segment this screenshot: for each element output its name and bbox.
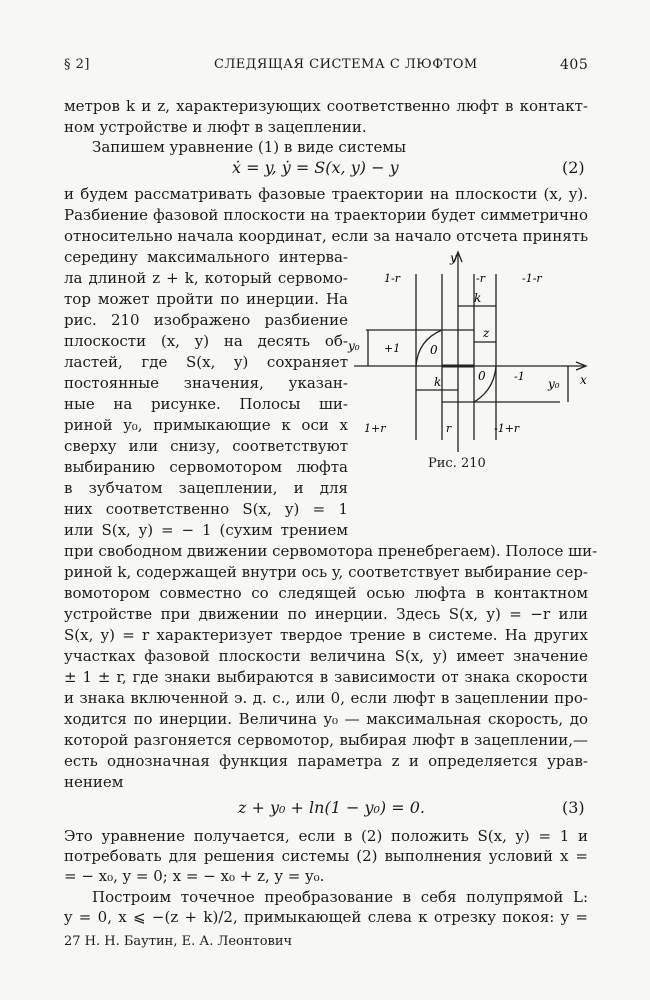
equation-2: ẋ = y, ẏ = S(x, y) − y [232, 158, 399, 177]
y0-label: y₀ [548, 377, 560, 391]
equation-3-number: (3) [562, 798, 585, 817]
footer-signature: 27 Н. Н. Баутин, Е. А. Леонтович [64, 934, 293, 949]
text-line: риной y₀, примыкающие к оси x [64, 416, 348, 434]
origin-label: 0 [478, 369, 486, 383]
text-line: в зубчатом зацеплении, и для [64, 479, 348, 497]
origin-label: 0 [430, 343, 438, 357]
text-line: относительно начала координат, если за начало отсчета принять [64, 227, 589, 245]
section-marker: § 2] [64, 57, 90, 72]
figure-210 [346, 240, 594, 456]
text-line: Запишем уравнение (1) в виде системы [92, 138, 407, 156]
text-line: них соответственно S(x, y) = 1 [64, 500, 348, 518]
text-line: которой разгоняется сервомотор, выбирая люфт в зацеплении,— [64, 731, 588, 749]
region-label: r [446, 422, 452, 435]
text-line: ла длиной z + k, который сервомо- [64, 269, 348, 287]
text-line: середину максимального интерва- [64, 248, 348, 266]
text-line: Это уравнение получается, если в (2) положить S(x, y) = 1 и [64, 827, 588, 845]
y0-label: y₀ [348, 339, 360, 353]
text-line: устройстве при движении по инерции. Здесь S(x, y) = −r или [64, 605, 588, 623]
text-line: вомотором совместно со следящей осью люфта в контактном [64, 584, 588, 602]
text-line: метров k и z, характеризующих соответственно люфт в контакт- [64, 97, 588, 115]
text-line: и будем рассматривать фазовые траектории на плоскости (x, y). [64, 185, 588, 203]
z-label: z [483, 326, 490, 340]
text-line: рис. 210 изображено разбиение [64, 311, 348, 329]
text-line: участках фазовой плоскости величина S(x, y) имеет значение [64, 647, 588, 665]
text-line: ± 1 ± r, где знаки выбираются в зависимости от знака скорости [64, 668, 588, 686]
equation-3: z + y₀ + ln(1 − y₀) = 0. [238, 798, 425, 817]
region-label: -1-r [522, 272, 542, 285]
region-label: 1+r [364, 422, 386, 435]
text-line: и знака включенной э. д. с., или 0, если люфт в зацеплении про- [64, 689, 588, 707]
text-line: S(x, y) = r характеризует твердое трение в системе. На других [64, 626, 588, 644]
text-line: y = 0, x ⩽ −(z + k)/2, примыкающей слева к отрезку покоя: y = [64, 908, 588, 926]
k-label: k [434, 375, 442, 389]
y-axis-label: y [450, 251, 457, 265]
text-line: или S(x, y) = − 1 (сухим трением [64, 521, 348, 539]
x-axis-label: x [580, 373, 587, 387]
text-line: выбиранию сервомотором люфта [64, 458, 348, 476]
page-number: 405 [560, 57, 589, 73]
region-label: -1 [514, 370, 525, 383]
region-label: -1+r [494, 422, 520, 435]
k-label: k [474, 291, 482, 305]
equation-2-number: (2) [562, 158, 585, 177]
phase-plane-diagram [346, 240, 594, 456]
text-line: ные на рисунке. Полосы ши- [64, 395, 348, 413]
region-label: 1-r [384, 272, 400, 285]
text-line: постоянные значения, указан- [64, 374, 348, 392]
text-line: нением [64, 773, 124, 791]
region-label: -r [476, 272, 485, 285]
text-line: ластей, где S(x, y) сохраняет [64, 353, 348, 371]
running-title: СЛЕДЯЩАЯ СИСТЕМА С ЛЮФТОМ [214, 57, 478, 72]
text-line: есть однозначная функция параметра z и определяется урав- [64, 752, 588, 770]
text-line: = − x₀, y = 0; x = − x₀ + z, y = y₀. [64, 867, 325, 885]
text-line: риной k, содержащей внутри ось y, соответствует выбирание сер- [64, 563, 588, 581]
figure-caption: Рис. 210 [428, 456, 486, 471]
region-label: +1 [384, 342, 401, 355]
text-line: потребовать для решения системы (2) выполнения условий x = [64, 847, 588, 865]
text-line: ном устройстве и люфт в зацеплении. [64, 118, 367, 136]
text-line: ходится по инерции. Величина y₀ — максимальная скорость, до [64, 710, 588, 728]
text-line: тор может пройти по инерции. На [64, 290, 348, 308]
text-line: плоскости (x, y) на десять об- [64, 332, 348, 350]
text-line: Построим точечное преобразование в себя полупрямой L: [92, 888, 588, 906]
text-line: сверху или снизу, соответствуют [64, 437, 348, 455]
text-line: Разбиение фазовой плоскости на траектории будет симметрично [64, 206, 588, 224]
text-line: при свободном движении сервомотора пренебрегаем). Полосе ши- [64, 542, 598, 560]
